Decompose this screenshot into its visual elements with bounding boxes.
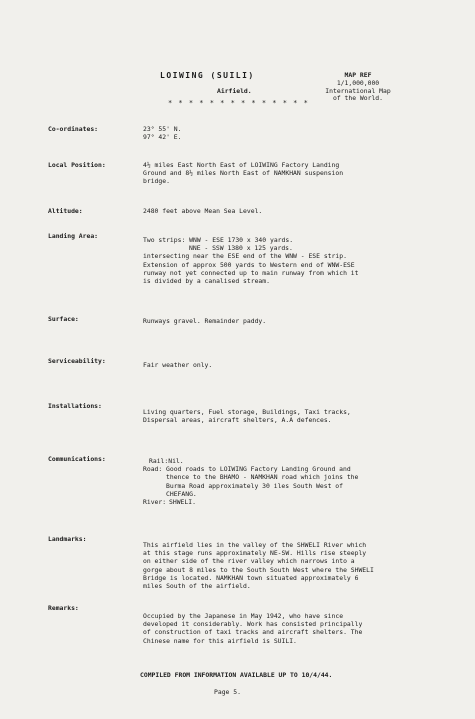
text-line: intersecting near the ESE end of the WNW - ESE strip.: [143, 252, 347, 261]
map-ref-line: International Map: [325, 86, 391, 95]
coordinates-value: [143, 125, 405, 141]
map-ref-line: 1/1,000,000: [336, 78, 380, 87]
document-title: LOIWING (SUILI): [160, 71, 255, 80]
local-position-label: Local Position:: [48, 161, 106, 169]
text-line: Runways gravel. Remainder paddy.: [143, 317, 267, 325]
page-number: Page 5.: [214, 688, 241, 696]
document-subtitle: Airfield.: [217, 87, 252, 95]
text-line: developed it considerably. Work has consisted principally: [143, 620, 363, 629]
text-line: CHEFANG.: [166, 489, 197, 498]
text-line: Burma Road approximately 30 iles South West of: [166, 481, 343, 490]
serviceability-label: Serviceability:: [48, 357, 106, 365]
installations-label: Installations:: [48, 402, 102, 410]
text-line: 2480 feet above Mean Sea Level.: [143, 207, 263, 215]
road-text: [166, 465, 358, 498]
communications-label: Communications:: [48, 455, 106, 463]
landing-area-label: Landing Area:: [48, 232, 99, 240]
remarks-value: [143, 612, 405, 645]
text-line: 4½ miles East North East of LOIWING Factory Landing: [143, 161, 340, 169]
road-key: Road:: [143, 465, 163, 474]
text-line: Ground and 8½ miles North East of NAMKHAN suspension: [143, 169, 344, 178]
text-line: runway not yet connected up to main runway from which it: [143, 268, 359, 277]
text-line: Two strips: WNW - ESE 1730 x 340 yards.: [143, 236, 294, 244]
text-line: Bridge is located. NAMKHAN town situated approximately 6: [143, 573, 359, 582]
text-line: Living quarters, Fuel storage, Buildings, Taxi tracks,: [143, 408, 351, 416]
text-line: gorge about 8 miles to the South South West where the SHWELI: [143, 565, 374, 574]
text-line: NNE - SSW 1380 x 125 yards.: [189, 244, 293, 253]
landmarks-label: Landmarks:: [48, 535, 87, 543]
text-line: 23° 55' N.: [143, 125, 182, 133]
text-line: on either side of the river valley which narrows into a: [143, 557, 355, 566]
river-key: River:: [143, 498, 167, 507]
map-ref-line: MAP REF: [344, 71, 372, 79]
comm-rail-row: [143, 457, 405, 465]
altitude-value: [143, 207, 405, 215]
remarks-label: Remarks:: [48, 604, 79, 612]
installations-value: [143, 408, 405, 424]
text-line: Nil.: [168, 457, 184, 465]
comm-river-row: [143, 498, 405, 506]
text-line: This airfield lies in the valley of the SHWELI River which: [143, 541, 367, 549]
text-line: Good roads to LOIWING Factory Landing Ground and: [166, 465, 351, 474]
surface-label: Surface:: [48, 315, 79, 323]
map-reference: [318, 72, 398, 103]
text-line: miles South of the airfield.: [143, 582, 251, 591]
text-line: bridge.: [143, 177, 170, 186]
comm-road-row: [143, 465, 405, 498]
text-line: at this stage runs approximately NE-SW. Hills rise steeply: [143, 549, 367, 558]
text-line: thence to the BHAMO - NAMKHAN road which joins the: [166, 473, 359, 482]
landing-area-value: [143, 236, 405, 285]
compiled-note: COMPILED FROM INFORMATION AVAILABLE UP TO 10/4/44.: [140, 671, 333, 679]
text-line: of construction of taxi tracks and aircraft shelters. The: [143, 628, 363, 637]
rail-key: Rail:: [149, 457, 169, 465]
river-text: [169, 498, 196, 506]
altitude-label: Altitude:: [48, 207, 83, 215]
serviceability-value: [143, 361, 405, 369]
text-line: SHWELI.: [169, 498, 196, 507]
text-line: Dispersal areas, aircraft shelters, A.A defences.: [143, 416, 332, 425]
map-ref-line: of the World.: [332, 94, 384, 103]
text-line: is divided by a canalised stream.: [143, 277, 270, 286]
star-divider: * * * * * * * * * * * * * *: [168, 99, 309, 107]
communications-value: [143, 457, 405, 506]
surface-value: [143, 317, 405, 325]
coordinates-label: Co-ordinates:: [48, 125, 99, 133]
local-position-value: [143, 161, 405, 186]
landmarks-value: [143, 541, 405, 590]
rail-text: [168, 457, 183, 465]
text-line: Fair weather only.: [143, 361, 213, 369]
text-line: Occupied by the Japanese in May 1942, who have since: [143, 612, 344, 620]
text-line: Extension of approx 500 yards to Western end of WNW-ESE: [143, 260, 355, 269]
text-line: 97° 42' E.: [143, 133, 182, 142]
text-line: Chinese name for this airfield is SUILI.: [143, 636, 297, 645]
